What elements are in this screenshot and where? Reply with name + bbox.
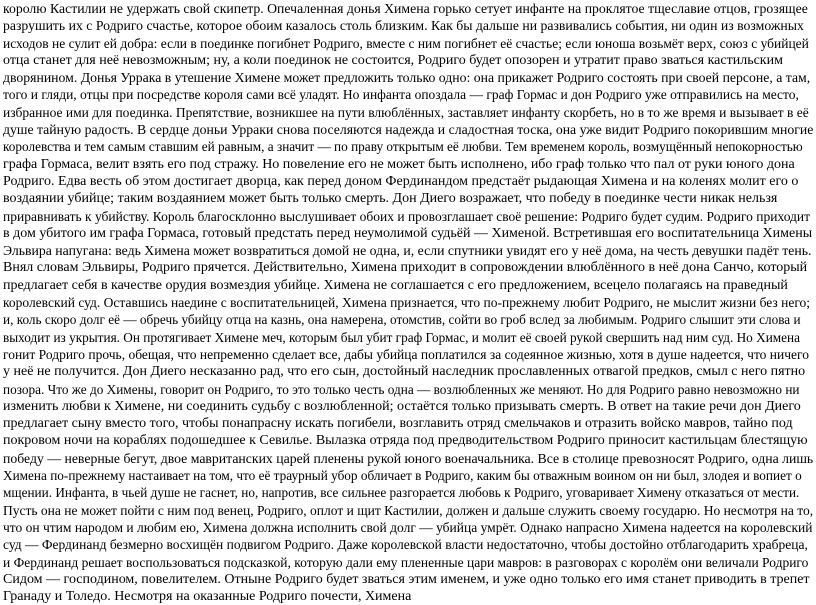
text-line: и, коль скоро долг её — обречь убийцу отца на казнь, она намерена, отомстив, сойти во гроб вслед за любимым. Родриго слышит эти слова и xyxy=(3,312,801,328)
text-line: гонит Родриго прочь, обещая, что непременно сделает все, дабы убийца поплатился за содеянное жизнью, хотя в душе надеется, что ничего xyxy=(3,346,809,362)
text-line: душе тайную радость. В сердце доньи Урраки снова поселяются надежда и сладостная тоска, она уже видит Родриго покорившим многие xyxy=(3,122,814,138)
text-line: мщении. Инфанта, в чьей душе не гаснет, но, напротив, все сильнее разгорается любовь к Родриго, уговаривает Химену отказаться от мести. xyxy=(3,485,800,501)
text-line: в дом убитого им графа Гормаса, готовый предстать перед неумолимой судьёй — Хименой. Встретившая его воспитательница Химены xyxy=(3,225,813,241)
text-line: Внял словам Эльвиры, Родриго прячется. Действительно, Химена приходит в сопровождении влюблённого в неё дона Санчо, который xyxy=(3,260,808,276)
text-line: отца станет для неё невозможным; ну, а коли поединок не состоится, Родриго будет опозорен и утратит право зваться кастильским xyxy=(3,52,783,68)
text-line: суд — Фердинанд безмерно восхищён подвигом Родриго. Даже королевской власти недостаточно, чтобы достойно отблагодарить храбреца, xyxy=(3,537,808,553)
text-line: Пусть она не может пойти с ним под венец, Родриго, оплот и щит Кастилии, должен и дальше служить своему государю. Но несмотря на то, xyxy=(3,502,814,518)
text-line: дворянином. Донья Уррака в утешение Химене может предложить только одно: она прикажет Родриго состоять при своей персоне, а там, xyxy=(3,70,811,86)
text-line: разрушить их с Родриго счастье, которое обоим казалось столь близким. Как бы дальше ни развивались события, ни один из возможных xyxy=(3,18,804,34)
text-line: Сидом — господином, повелителем. Отныне Родриго будет зваться этим именем, и уже одно только его имя станет приводить в трепет xyxy=(3,571,810,587)
text-line: изменить любви к Химене, ни соединить судьбу с возлюбленной; остаётся только призывать смерть. В ответ на такие речи дон Диего xyxy=(3,398,801,414)
text-line: исходов не сулит ей добра: если в поединке погибнет Родриго, вместе с ним погибнет её счастье; если юноша возьмёт верх, союз с убийцей xyxy=(3,35,809,51)
text-line: предлагает сыну вместо того, чтобы понапрасну искать погибели, возглавить отряд смельчаков и отразить войско мавров, тайно под xyxy=(3,416,793,432)
text-line: покровом ночи на кораблях подошедшее к Севилье. Вылазка отряда под предводительством Родриго приносит кастильцам блестящую xyxy=(3,433,808,449)
text-line: Гранаду и Толедо. Несмотря на оказанные Родриго почести, Химена xyxy=(3,589,412,605)
text-line: что он чтим народом и любим ею, Химена должна исполнить свой долг — убийца умрёт. Однако напрасно Химена надеется на королевский xyxy=(3,519,813,535)
text-line: позора. Что же до Химены, говорит он Родриго, то это только честь одна — возлюбленных же меняют. Но для Родриго равно невозможно ни xyxy=(3,381,800,397)
text-line: Химена по-прежнему настаивает на том, что её траурный убор обличает в Родриго, каким бы отважным воином он ни был, злодея и вопиет о xyxy=(3,468,802,484)
text-line: Эльвира напугана: ведь Химена может возвратиться домой не одна, и, если спутники увидят его у неё дома, на честь девушки падёт тень. xyxy=(3,243,812,259)
text-line: графа Гормаса, велит взять его под стражу. Но повеление его не может быть исполнено, ибо граф только что пал от руки юного дона xyxy=(3,156,795,172)
text-line: королю Кастилии не удержать свой скипетр. Опечаленная донья Химена горько сетует инфанте на проклятое тщеславие отцов, грозящее xyxy=(3,1,808,16)
text-line: у неё не получится. Дон Диего несказанно рад, что его сын, достойный наследник прославленных отвагой предков, смыл с него пятно xyxy=(3,364,806,380)
text-line: Родриго. Едва весть об этом достигает дворца, как перед доном Фердинандом предстаёт рыдающая Химена и на коленях молит его о xyxy=(3,173,799,189)
text-line: приравнивать к убийству. Король благосклонно выслушивает обоих и провозглашает своё решение: Родриго будет судим. Родриго приходит xyxy=(3,208,811,224)
text-line: избранное ими для поединка. Препятствие, возникшее на пути влюблённых, заставляет инфанту скорбеть, но в то же время и вызывает в её xyxy=(3,104,809,120)
text-line: предлагает себя в качестве орудия возмездия убийце. Химена не соглашается с его предложением, всецело полагаясь на праведный xyxy=(3,277,788,293)
text-line: выходит из укрытия. Он протягивает Химене меч, которым был убит граф Гормас, и молит её своей рукой свершить над ним суд. Но Химена xyxy=(3,329,801,345)
text-line: королевский суд. Оставшись наедине с воспитательницей, Химена признается, что по-прежнему любит Родриго, не мыслит жизни без него; xyxy=(3,295,811,311)
text-line: воздаянии убийце; таким воздаянием может быть только смерть. Дон Диего возражает, что победу в поединке чести никак нельзя xyxy=(3,191,778,207)
text-line: королевства и тем самым ставшим ей равным, а значит — по праву открытым её любви. Тем временем король, возмущённый непокорностью xyxy=(3,139,803,155)
text-line: победу — неверные бегут, двое мавританских царей пленены рукой юного военачальника. Все в столице превозносят Родриго, одна лишь xyxy=(3,450,814,466)
text-line: и Фердинанд решает воспользоваться подсказкой, которую дали ему плененные цари мавров: в разговорах с королём они величали Родриго xyxy=(3,554,809,570)
text-line: того и гляди, отцы при посредстве короля сами всё уладят. Но инфанта опоздала — граф Гормас и дон Родриго уже отправились на место, xyxy=(3,87,799,103)
document-page xyxy=(3,0,814,605)
